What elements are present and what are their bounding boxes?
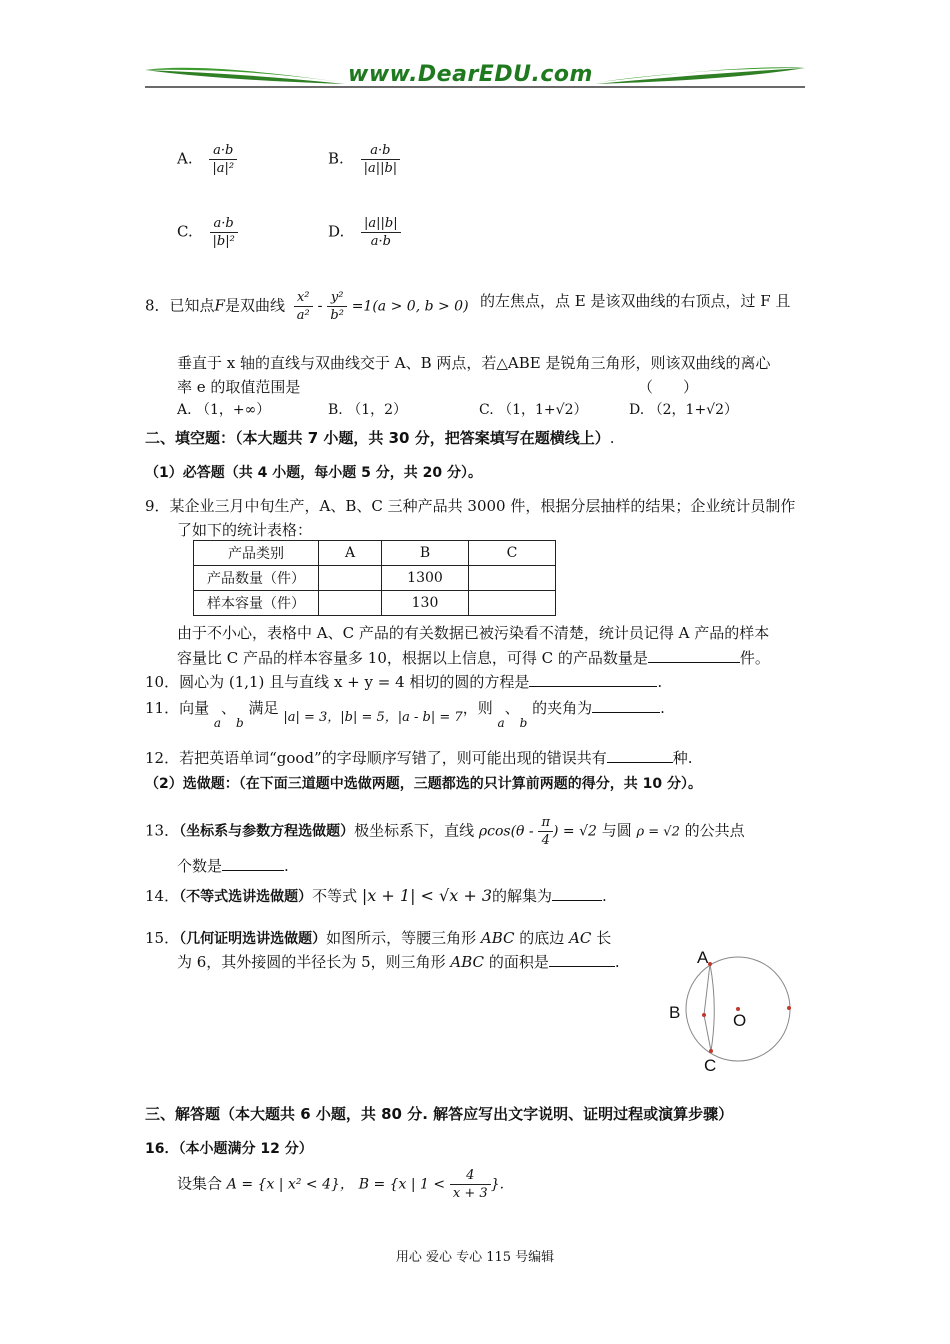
table-header-cell: C	[469, 541, 556, 566]
vector-a: a	[497, 716, 505, 730]
q14: 14．（不等式选讲选做题）不等式 |x + 1| < √x + 3的解集为 .	[145, 886, 607, 905]
option-label: B.	[328, 149, 344, 168]
q7-option-d	[328, 216, 401, 249]
q9-stats-table	[193, 540, 556, 616]
q10: 10．圆心为 (1,1) 且与直线 x + y = 4 相切的圆的方程是 .	[145, 673, 663, 691]
table-row	[194, 566, 556, 591]
table-cell	[319, 566, 382, 591]
answer-blank	[529, 672, 657, 687]
vector-b: b	[236, 716, 244, 730]
fraction: $\frac{a\cdot b}{\text{|a|²}}$	[209, 143, 237, 176]
point-right	[787, 1006, 791, 1010]
q8-option-b: B. （1，2）	[328, 402, 408, 418]
table-header-cell: A	[319, 541, 382, 566]
q13-line2: 个数是 .	[177, 857, 289, 875]
q8-line1-suffix: 的左焦点，点 E 是该双曲线的右顶点，过 F 且	[480, 292, 791, 310]
fraction: $\frac{\pi}{4}$	[538, 815, 553, 848]
q16-body: 设集合 A = {x | x² < 4}， B = {x | 1 < $\frac{4}{x + 3}$ }.	[177, 1168, 505, 1201]
table-cell: 130	[382, 591, 469, 616]
answer-blank	[592, 698, 660, 713]
table-header-cell: B	[382, 541, 469, 566]
q8-option-c: C. （1，1+√2）	[479, 402, 588, 418]
fraction: $\frac{|a||b|}{a\cdot b}$	[361, 216, 401, 249]
fraction: $\frac{a\cdot b}{\text{|b|²}}$	[210, 216, 238, 249]
table-cell: 样本容量（件）	[194, 591, 319, 616]
table-header-row	[194, 541, 556, 566]
vector-a: a	[213, 716, 222, 730]
q16-title: 16．（本小题满分 12 分）	[145, 1141, 313, 1157]
circle-diagram	[660, 945, 800, 1075]
q9-line2: 了如下的统计表格：	[177, 521, 313, 539]
q8-option-d: D. （2，1+√2）	[629, 402, 738, 418]
answer-blank	[549, 952, 615, 967]
label-a: A	[697, 948, 709, 967]
point-a	[708, 962, 712, 966]
option-label: C.	[177, 222, 193, 241]
section2-sub1: （1）必答题（共 4 小题，每小题 5 分，共 20 分）。	[145, 465, 482, 481]
section2-sub2: （2）选做题：（在下面三道题中选做两题，三题都选的只计算前两题的得分，共 10 分）。	[145, 776, 702, 792]
point-b	[702, 1013, 706, 1017]
table-cell	[319, 591, 382, 616]
fraction: $\frac{\text{x²}}{\text{a²}}$	[294, 290, 313, 323]
q8-line2: 垂直于 x 轴的直线与双曲线交于 A、B 两点，若△ABE 是锐角三角形，则该双曲线的离心	[177, 354, 771, 372]
answer-blank	[648, 648, 740, 663]
q7-option-a	[177, 143, 237, 176]
q11: 11．向量 $_a$、$_b$ 满足 |a| = 3，|b| = 5，|a - b| = 7，则 $_a$、$_b$ 的夹角为 .	[145, 699, 665, 730]
table-header-cell: 产品类别	[194, 541, 319, 566]
label-o: O	[733, 1011, 747, 1030]
q7-option-b	[328, 143, 400, 176]
table-cell: 产品数量（件）	[194, 566, 319, 591]
q7-option-c	[177, 216, 238, 249]
section3-title: 三、解答题（本大题共 6 小题，共 80 分. 解答应写出文字说明、证明过程或演算步骤）	[145, 1105, 734, 1123]
q9-line1: 9．某企业三月中旬生产，A、B、C 三种产品共 3000 件，根据分层抽样的结果；企业统计员制作	[145, 497, 796, 515]
fraction: $\frac{\text{y²}}{\text{b²}}$	[327, 290, 347, 323]
site-header-logo	[140, 60, 810, 92]
q15-line1: 15．（几何证明选讲选做题）如图所示，等腰三角形 ABC 的底边 AC 长	[145, 929, 612, 947]
section2-title: 二、填空题：（本大题共 7 小题，共 30 分，把答案填写在题横线上）.	[145, 429, 615, 447]
label-c: C	[704, 1056, 717, 1075]
answer-blank	[607, 748, 673, 763]
label-b: B	[669, 1003, 681, 1022]
q12: 12．若把英语单词“good”的字母顺序写错了，则可能出现的错误共有 种.	[145, 749, 693, 767]
q8-answer-paren: （ ）	[638, 378, 699, 396]
option-label: D.	[328, 222, 345, 241]
q15-circle-figure	[660, 945, 800, 1075]
q13-line1: 13．（坐标系与参数方程选做题）极坐标系下，直线 ρcos(θ - $\frac{\pi}{4}$ ) = √2 与圆 ρ = √2 的公共点	[145, 815, 745, 848]
q8-option-a: A. （1，+∞）	[177, 402, 271, 418]
answer-blank	[222, 856, 284, 871]
q9-line3: 由于不小心，表格中 A、C 产品的有关数据已被污染看不清楚，统计员记得 A 产品的样本	[177, 624, 770, 642]
q15-line2: 为 6，其外接圆的半径长为 5，则三角形 ABC 的面积是 .	[177, 953, 620, 971]
vector-b: b	[519, 716, 528, 730]
fraction: $\frac{a\cdot b}{|a||b|}$	[361, 143, 401, 176]
q8-line1: 8．已知点F是双曲线 $\frac{\text{x²}}{\text{a²}}$ - $\frac{\text{y²}}{\text{b²}}$ =1(a > 0, b > 0)	[145, 290, 469, 323]
option-label: A.	[177, 149, 193, 168]
fraction: $\frac{4}{x + 3}$	[450, 1168, 491, 1201]
site-url: www.DearEDU.com	[348, 62, 593, 87]
table-cell: 1300	[382, 566, 469, 591]
table-cell	[469, 591, 556, 616]
answer-blank	[552, 886, 602, 901]
table-row	[194, 591, 556, 616]
table-cell	[469, 566, 556, 591]
point-c	[709, 1049, 713, 1053]
page-footer: 用心 爱心 专心 115 号编辑	[395, 1250, 555, 1265]
q9-line4: 容量比 C 产品的样本容量多 10，根据以上信息，可得 C 的产品数量是 件。	[177, 649, 770, 667]
q8-line3: 率 e 的取值范围是	[177, 378, 301, 396]
